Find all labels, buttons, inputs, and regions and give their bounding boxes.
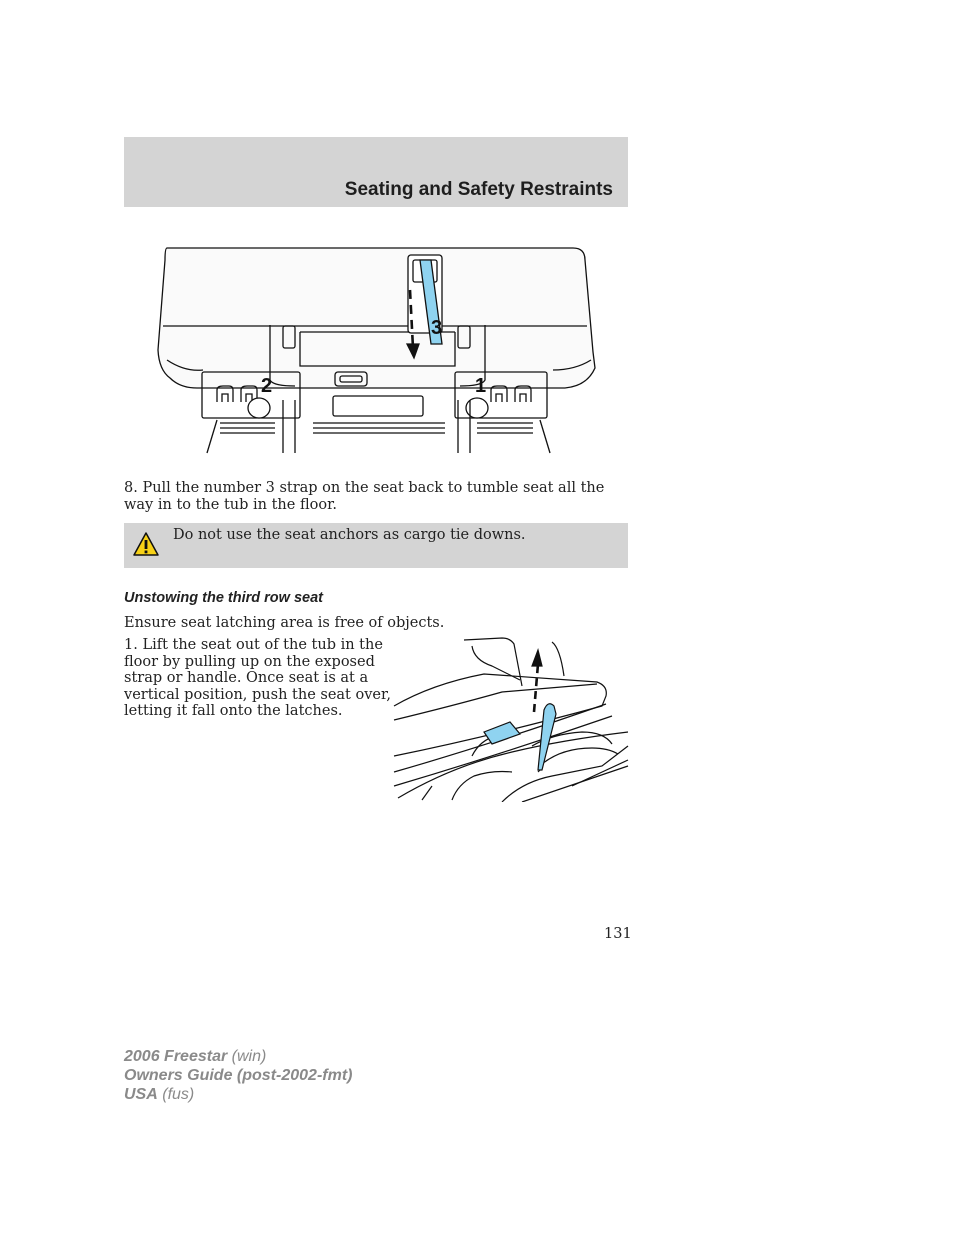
intro-text: Ensure seat latching area is free of objects. xyxy=(124,615,445,631)
subsection-title: Unstowing the third row seat xyxy=(124,590,323,606)
document-footer xyxy=(124,1047,352,1104)
warning-triangle-icon xyxy=(132,531,160,557)
step-1-line: vertical position, push the seat over, xyxy=(124,686,391,703)
footer-market: USA xyxy=(124,1086,158,1103)
footer-model-code: (win) xyxy=(231,1048,267,1065)
footer-line-3 xyxy=(124,1085,352,1104)
warning-text: Do not use the seat anchors as cargo tie downs. xyxy=(173,527,526,543)
step-1-line: floor by pulling up on the exposed xyxy=(124,653,375,670)
footer-line-1 xyxy=(124,1047,352,1066)
label-2: 2 xyxy=(261,375,273,397)
header-band xyxy=(124,137,628,207)
step-1-line: strap or handle. Once seat is at a xyxy=(124,670,369,686)
seat-tumble-illustration xyxy=(155,240,600,455)
label-1: 1 xyxy=(475,375,487,397)
label-3: 3 xyxy=(431,317,443,339)
step-1-line: 1. Lift the seat out of the tub in the xyxy=(124,637,383,653)
warning-box xyxy=(124,523,628,568)
section-header-title: Seating and Safety Restraints xyxy=(344,179,613,200)
footer-market-code: (fus) xyxy=(162,1086,195,1103)
footer-model: 2006 Freestar xyxy=(124,1048,228,1065)
step-1-line: letting it fall onto the latches. xyxy=(124,703,343,719)
footer-guide: Owners Guide (post-2002-fmt) xyxy=(124,1067,353,1084)
footer-line-2 xyxy=(124,1066,352,1085)
page-number: 131 xyxy=(604,926,632,942)
unstow-seat-illustration xyxy=(392,636,632,802)
step-8-text: 8. Pull the number 3 strap on the seat back to tumble seat all the way in to the tub in the floor. xyxy=(124,480,605,513)
